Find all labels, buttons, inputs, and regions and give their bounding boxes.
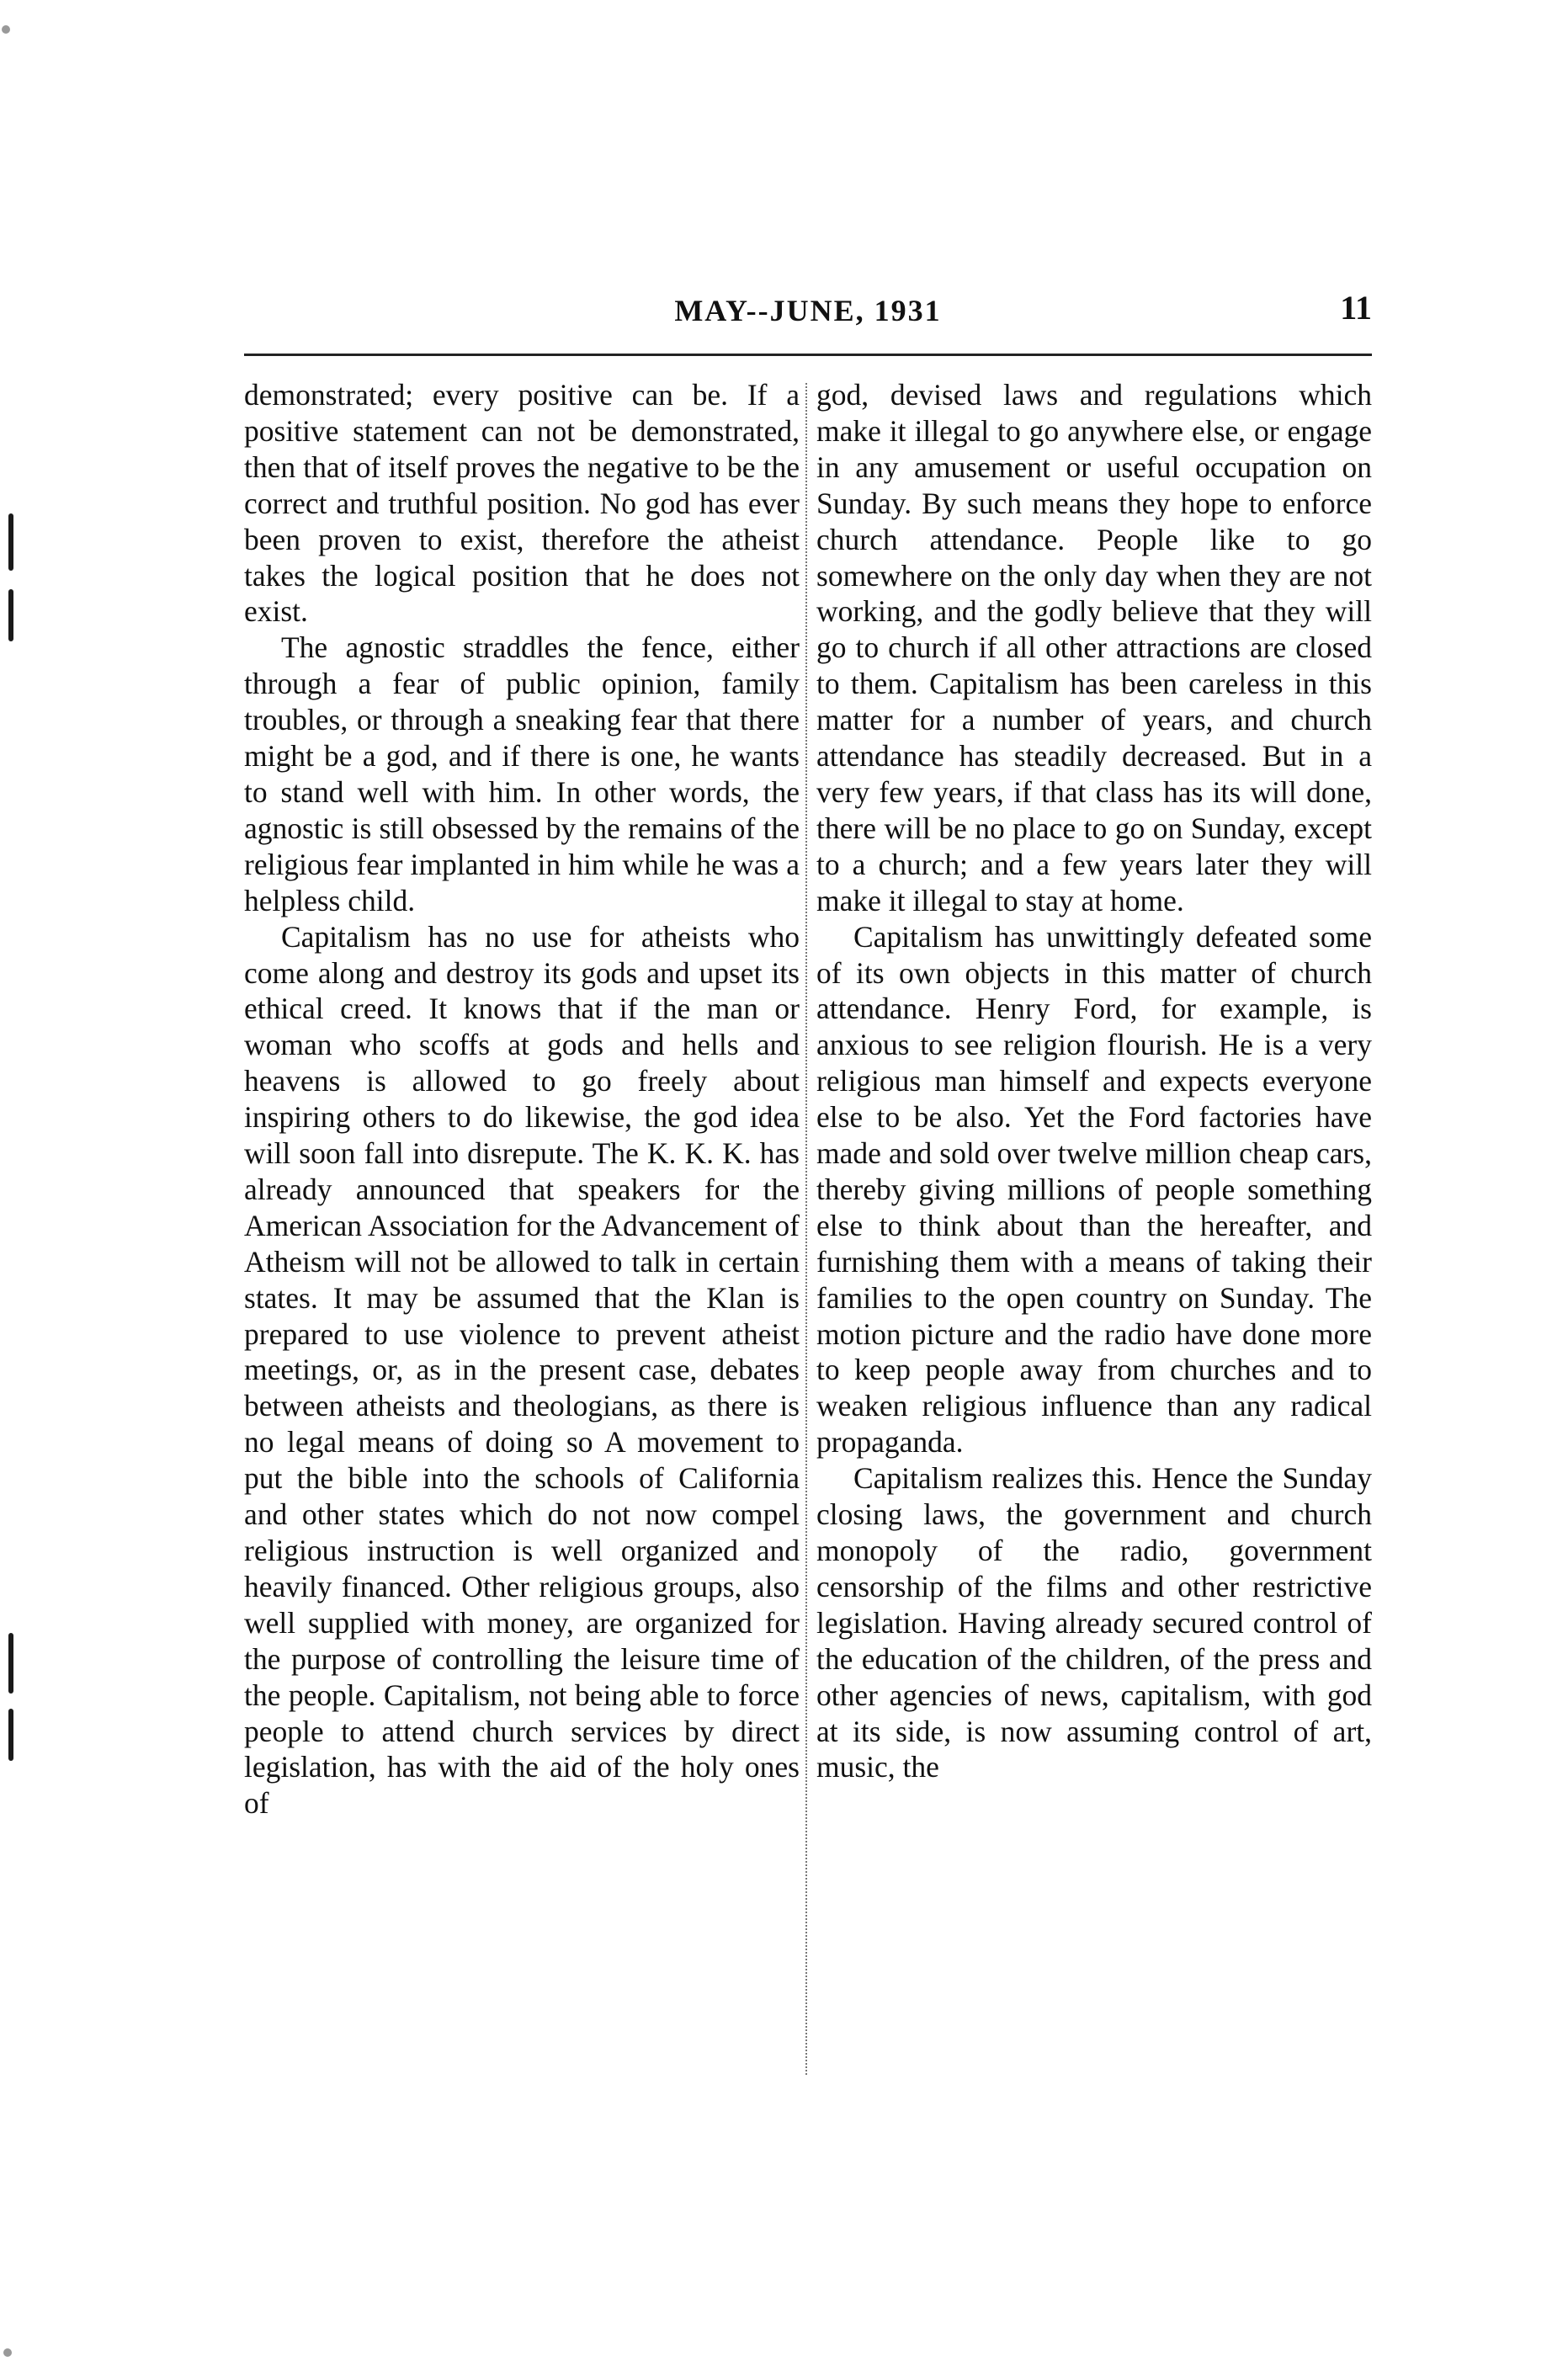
- binding-mark-lower-1: [8, 1633, 13, 1694]
- left-paragraph-1: demonstrated; every positive can be. If a positive statement can not be demonstrated, then that of itself proves the negative to be the correct and truthful position. No god has ever been proven to exist, therefore the atheist takes the logical position that he does not exist.: [244, 378, 800, 629]
- page-number: 11: [1340, 289, 1372, 327]
- right-column: [816, 377, 1372, 1785]
- right-paragraph-3: Capitalism realizes this. Hence the Sunday closing laws, the government and church monopoly of the radio, government censorship of the films and other restrictive legislation. Having already secured control of the education of the children, of the press and other agencies of news, capitalism, with god at its side, is now assuming control of art, music, the: [816, 1461, 1372, 1784]
- scan-smudge-top: [2, 25, 10, 34]
- binding-mark-upper-2: [8, 589, 13, 641]
- right-paragraph-1: god, devised laws and regulations which make it illegal to go anywhere else, or engage in any amusement or useful occupation on Sunday. By such means they hope to enforce church attendance. People like to go somewhere on the only day when they are not working, and the godly believe that they will go to church if all other attractions are closed to them. Capitalism has been careless in this matter for a number of years, and church attendance has steadily decreased. But in a very few years, if that class has its will done, there will be no place to go on Sunday, except to a church; and a few years later they will make it illegal to stay at home.: [816, 378, 1372, 917]
- left-paragraph-2: The agnostic straddles the fence, either through a fear of public opinion, family troubles, or through a sneaking fear that there might be a god, and if there is one, he wants to stand well with him. In other words, the agnostic is still obsessed by the remains of the religious fear implanted in him while he was a helpless child.: [244, 630, 800, 917]
- binding-mark-upper-1: [8, 513, 13, 571]
- header-rule: [244, 354, 1372, 356]
- page-header: [244, 286, 1372, 337]
- running-title: MAY--JUNE, 1931: [674, 294, 942, 327]
- right-paragraph-2: Capitalism has unwittingly defeated some of its own objects in this matter of church attendance. Henry Ford, for example, is anxious to see religion flourish. He is a very religious man himself and expects everyone else to be also. Yet the Ford factories have made and sold over twelve million cheap cars, thereby giving millions of people something else to think about than the hereafter, and furnishing them with a means of taking their families to the open country on Sunday. The motion picture and the radio have done more to keep people away from churches and to weaken religious influence than any radical propaganda.: [816, 919, 1372, 1460]
- binding-mark-lower-2: [8, 1709, 13, 1761]
- scan-smudge-bottom: [3, 2348, 12, 2357]
- column-divider: [805, 383, 808, 2075]
- left-paragraph-3: Capitalism has no use for atheists who come along and destroy its gods and upset its ethical creed. It knows that if the man or woman who scoffs at gods and hells and heavens is allowed to go freely about inspiring others to do likewise, the god idea will soon fall into disrepute. The K. K. K. has already announced that speakers for the American Association for the Advancement of Atheism will not be allowed to talk in certain states. It may be assumed that the Klan is prepared to use violence to prevent atheist meetings, or, as in the present case, debates between atheists and theologians, as there is no legal means of doing so A movement to put the bible into the schools of California and other states which do not now compel religious instruction is well organized and heavily financed. Other religious groups, also well supplied with money, are organized for the purpose of controlling the leisure time of the people. Capitalism, not being able to force people to attend church services by direct legislation, has with the aid of the holy ones of: [244, 919, 800, 1821]
- left-column: [244, 377, 800, 1821]
